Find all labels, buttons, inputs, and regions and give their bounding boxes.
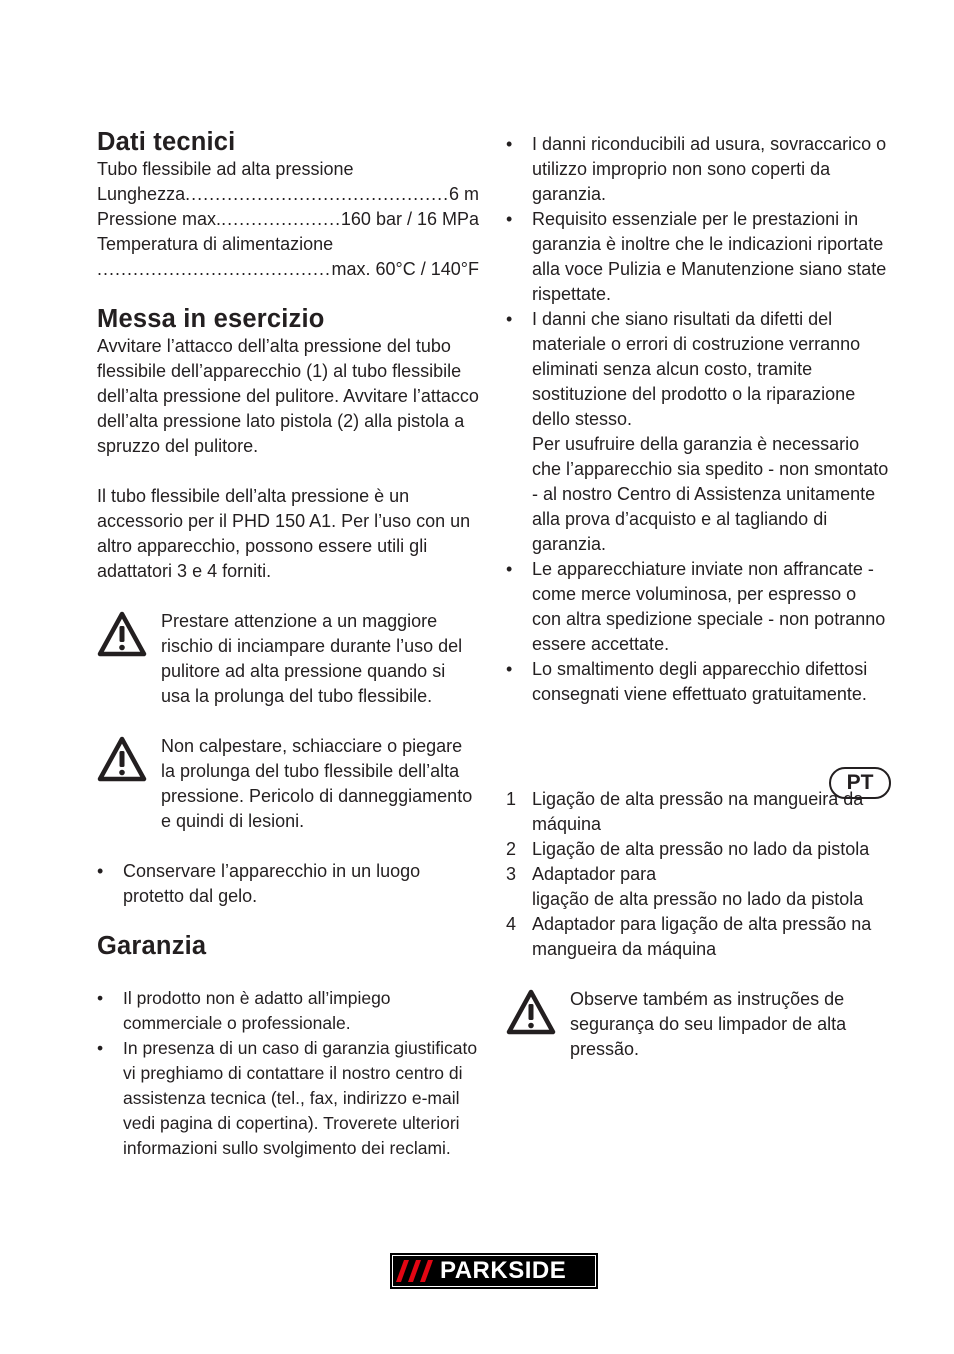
list-item: • Conservare l’apparecchio in un luogo protetto dal gelo. bbox=[97, 859, 479, 909]
part-item bbox=[506, 912, 890, 962]
warning-block-pt bbox=[506, 987, 890, 1062]
tech-pressure-row bbox=[97, 207, 479, 232]
heading-technical-data: Dati tecnici bbox=[97, 128, 236, 156]
warranty-note: Per usufruire della garanzia è necessario che l’apparecchio sia spedito - non smontato - al nostro Centro di Assistenza unitamente alla prova d’acquisto e al tagliando di garanzia. bbox=[532, 434, 889, 554]
warning-triangle-icon bbox=[97, 611, 147, 657]
warranty-list-right bbox=[506, 132, 890, 707]
leader-dots bbox=[221, 207, 341, 232]
part-number: 3 bbox=[506, 864, 517, 884]
tech-pressure-value: 160 bar / 16 MPa bbox=[340, 209, 479, 229]
tech-length-value: 6 m bbox=[448, 184, 479, 204]
list-item-text: I danni che siano risultati da difetti del materiale o errori di costruzione verranno eliminati senza alcun costo, tramite sostituzione del prodotto o la riparazione dello stesso. bbox=[532, 309, 861, 429]
list-item: • Le apparecchiature inviate non affrancate - come merce voluminosa, per espresso o con altra spedizione speciale - non potranno essere accettate. bbox=[506, 557, 890, 657]
part-text: Ligação de alta pressão na mangueira da máquina bbox=[532, 789, 864, 834]
list-item: • In presenza di un caso di garanzia giustificato vi preghiamo di contattare il nostro centro di assistenza tecnica (tel., fax, indirizzo e-mail vedi pagina di copertina). Troverete ulteriori informazioni sullo svolgimento dei reclami. bbox=[97, 1036, 479, 1161]
setup-paragraph-2: Il tubo flessibile dell’alta pressione è un accessorio per il PHD 150 A1. Per l’uso con un altro apparecchio, possono essere utili gli adattatori 3 e 4 forniti. bbox=[97, 486, 471, 581]
tech-hose: Tubo flessibile ad alta pressione bbox=[97, 159, 354, 179]
logo-brand-text: PARKSIDE bbox=[440, 1257, 567, 1284]
warning-block-2 bbox=[97, 734, 479, 834]
leader-dots bbox=[97, 257, 332, 282]
part-number: 2 bbox=[506, 839, 517, 859]
heading-warranty: Garanzia bbox=[97, 932, 207, 960]
list-item bbox=[506, 307, 890, 557]
list-item: • Lo smaltimento degli apparecchio difettosi consegnati viene effettuato gratuitamente. bbox=[506, 657, 890, 707]
tech-pressure-label: Pressione max. bbox=[97, 209, 222, 229]
storage-list bbox=[97, 859, 479, 909]
list-item: • I danni riconducibili ad usura, sovraccarico o utilizzo improprio non sono coperti da garanzia. bbox=[506, 132, 890, 207]
part-item bbox=[506, 837, 890, 862]
language-badge: PT bbox=[829, 767, 891, 799]
setup-paragraph-1: Avvitare l’attacco dell’alta pressione del tubo flessibile dell’apparecchio (1) al tubo flessibile dell’alta pressione del pulitore. Avvitare l’attacco dell’alta pressione lato pistola (2) alla pistola a spruzzo del pulitore. bbox=[97, 336, 479, 456]
warning-block-1 bbox=[97, 609, 479, 709]
left-column bbox=[97, 127, 479, 1161]
part-text: Adaptador para bbox=[532, 864, 657, 884]
part-item bbox=[506, 862, 890, 912]
tech-length-label: Lunghezza bbox=[97, 184, 186, 204]
warning-triangle-icon bbox=[97, 736, 147, 782]
tech-temp-value: max. 60°C / 140°F bbox=[331, 259, 479, 279]
warning-triangle-icon bbox=[506, 989, 556, 1035]
warning-text-2: Non calpestare, schiacciare o piegare la prolunga del tubo flessibile dell’alta pressione. Pericolo di danneggiamento e quindi di lesioni. bbox=[161, 736, 473, 831]
leader-dots bbox=[185, 182, 449, 207]
parts-list bbox=[506, 787, 890, 962]
part-number: 1 bbox=[506, 789, 517, 809]
warning-text-1: Prestare attenzione a un maggiore rischio di inciampare durante l’uso del pulitore ad alta pressione quando si usa la prolunga del tubo flessibile. bbox=[161, 611, 463, 706]
triple-slash-stripes-icon bbox=[390, 1253, 440, 1289]
tech-temp-row bbox=[97, 257, 479, 282]
right-column bbox=[506, 132, 890, 1062]
warning-text-pt: Observe também as instruções de segurança do seu limpador de alta pressão. bbox=[570, 989, 847, 1059]
tech-temp-label: Temperatura di alimentazione bbox=[97, 234, 334, 254]
warranty-list-left bbox=[97, 986, 479, 1161]
part-text: Ligação de alta pressão no lado da pistola bbox=[532, 839, 870, 859]
part-item bbox=[506, 787, 890, 837]
heading-setup: Messa in esercizio bbox=[97, 305, 325, 333]
list-item: • Il prodotto non è adatto all’impiego commerciale o professionale. bbox=[97, 986, 479, 1036]
part-text-continued: ligação de alta pressão no lado da pistola bbox=[532, 889, 864, 909]
tech-length-row bbox=[97, 182, 479, 207]
parkside-logo bbox=[390, 1253, 598, 1289]
part-text: Adaptador para ligação de alta pressão na mangueira da máquina bbox=[532, 914, 872, 959]
part-number: 4 bbox=[506, 914, 517, 934]
list-item: • Requisito essenziale per le prestazioni in garanzia è inoltre che le indicazioni riportate alla voce Pulizia e Manutenzione siano state rispettate. bbox=[506, 207, 890, 307]
